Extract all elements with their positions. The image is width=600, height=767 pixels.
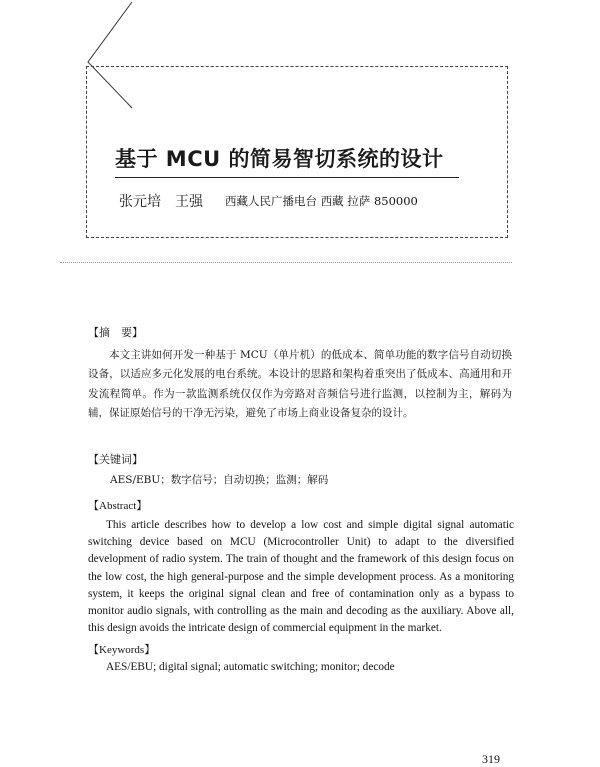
abstract-cn-text: 本文主讲如何开发一种基于 MCU（单片机）的低成本、简单功能的数字信号自动切换设备，以适应多元化发展的电台系统。本设计的思路和架构着重突出了低成本、高通用和开发流程简单。作为一款监测系统仅仅作为旁路对音频信号进行监测，以控制为主，解码为辅，保证原始信号的干净无污染，避免了市场上商业设备复杂的设计。 [88,349,512,419]
title-box [86,66,508,238]
abstract-cn-heading: 【摘 要】 [88,326,143,339]
author-names: 张元培 王强 [119,194,203,210]
keywords-cn-heading: 【关键词】 [88,453,143,466]
abstract-en-heading: 【Abstract】 [88,500,148,512]
paper-title: 基于 MCU 的简易智切系统的设计 [115,147,444,171]
author-affiliation: 西藏人民广播电台 西藏 拉萨 850000 [225,194,418,208]
page-number: 319 [482,752,500,766]
keywords-cn-text: AES/EBU；数字信号；自动切换；监测；解码 [110,474,329,486]
keywords-en-text: AES/EBU; digital signal; automatic switching; monitor; decode [106,661,395,673]
keywords-en-heading: 【Keywords】 [88,644,156,656]
title-underline [115,177,459,178]
abstract-en-text: This article describes how to develop a low cost and simple digital signal automatic switching device based on MCU (Microcontroller Unit) to adapt to the diversified development of radio system. The train of thought and the framework of this design focus on the low cost, the high general-purpose and the simple development process. As a monitoring system, it keeps the original signal clean and free of contamination only as a bypass to monitor audio signals, with controlling as the main and decoding as the auxiliary. Above all, this design avoids the intricate design of commercial equipment in the market. [88,519,514,635]
section-divider [60,262,512,263]
